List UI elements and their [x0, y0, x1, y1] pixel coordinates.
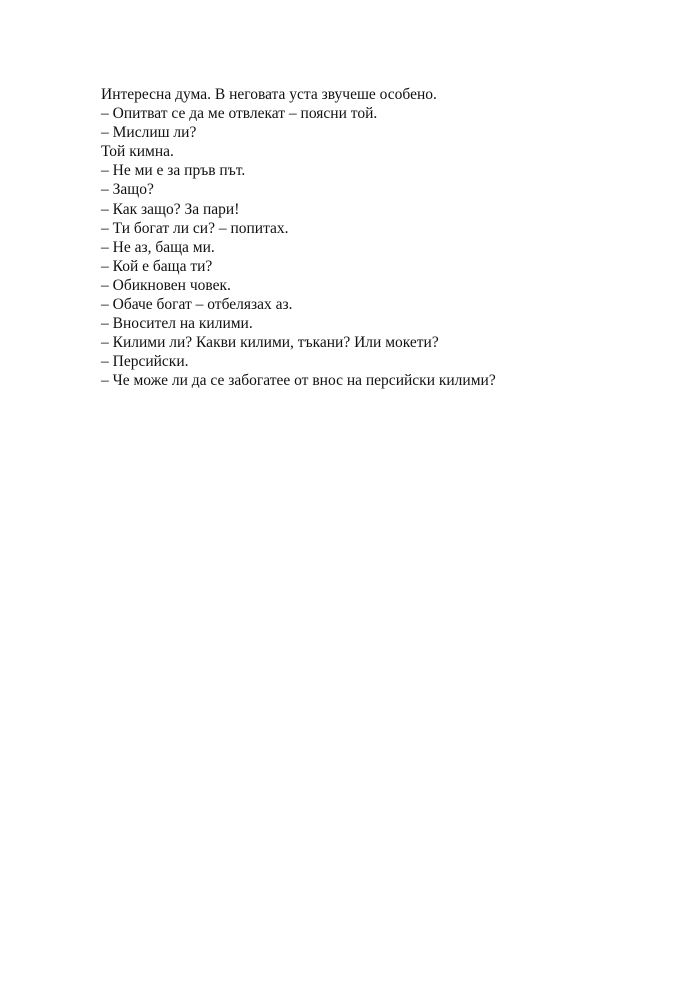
text-line: – Мислиш ли?	[101, 124, 197, 142]
text-line: Той кимна.	[101, 143, 174, 161]
text-line: – Обикновен човек.	[101, 276, 231, 294]
text-line: – Кой е баща ти?	[101, 257, 213, 275]
text-line: – Ти богат ли си? – попитах.	[101, 219, 289, 237]
text-line: – Че може ли да се забогатее от внос на персийски килими?	[101, 372, 496, 390]
text-line: – Обаче богат – отбелязах аз.	[101, 296, 293, 314]
text-line: – Опитват се да ме отвлекат – поясни той.	[101, 105, 378, 123]
text-line: Интересна дума. В неговата уста звучеше особено.	[101, 86, 437, 103]
text-line: – Персийски.	[101, 353, 189, 371]
text-line: – Вносител на килими.	[101, 315, 253, 333]
text-line: – Килими ли? Какви килими, тъкани? Или мокети?	[101, 334, 439, 352]
text-line: – Не аз, баща ми.	[101, 238, 215, 256]
dialogue-text	[101, 85, 641, 391]
text-line: – Как защо? За пари!	[101, 200, 240, 218]
text-line: – Не ми е за пръв път.	[101, 162, 246, 180]
text-line: – Защо?	[101, 181, 154, 199]
